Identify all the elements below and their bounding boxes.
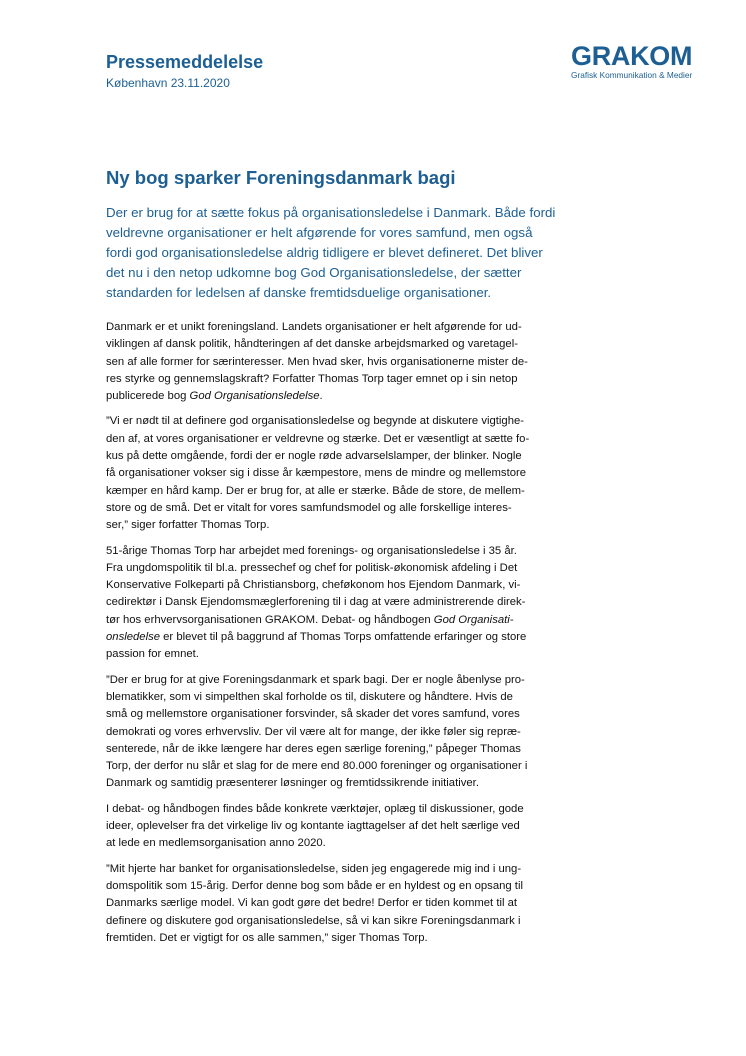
lead-paragraph bbox=[106, 203, 651, 303]
body-line: den af, at vores organisationer er veldrevne og stærke. Det er væsentligt at sætte fo- bbox=[106, 432, 530, 445]
body-line: viklingen af dansk politik, håndteringen af det danske arbejdsmarked og varetagel- bbox=[106, 338, 518, 351]
paragraph-4 bbox=[106, 672, 641, 793]
book-title: God Organisati- bbox=[433, 613, 514, 626]
paragraph-5 bbox=[106, 801, 641, 853]
body-line: passion for emnet. bbox=[106, 648, 199, 661]
body-line: at lede en medlemsorganisation anno 2020. bbox=[106, 837, 326, 850]
text-run: er blevet til på baggrund af Thomas Torps omfattende erfaringer og store bbox=[160, 631, 527, 644]
lead-line: Der er brug for at sætte fokus på organisationsledelse i Danmark. Både fordi bbox=[106, 205, 556, 220]
paragraph-1 bbox=[106, 319, 641, 405]
headline: Ny bog sparker Foreningsdanmark bagi bbox=[106, 167, 456, 188]
body-line: Konservative Folkeparti på Christiansborg, cheføkonom hos Ejendom Danmark, vi- bbox=[106, 579, 521, 592]
body-line: I debat- og håndbogen findes både konkrete værktøjer, oplæg til diskussioner, gode bbox=[106, 802, 524, 815]
body-line: senterede, når de ikke længere har deres egen særlige forening,” påpeger Thomas bbox=[106, 742, 521, 755]
dateline: København 23.11.2020 bbox=[106, 76, 230, 90]
body-line: Danmarks særlige model. Vi kan godt gøre det bedre! Derfor er tiden kommet til at bbox=[106, 897, 518, 910]
body-line: ”Vi er nødt til at definere god organisationsledelse og begynde at diskutere vigtighe- bbox=[106, 415, 525, 428]
body-line: fremtiden. Det er vigtigt for os alle sammen,” siger Thomas Torp. bbox=[106, 931, 428, 944]
body-line: demokrati og vores erhvervsliv. Der vil være alt for mange, der ikke føler sig repræ- bbox=[106, 725, 521, 738]
body-line bbox=[106, 612, 641, 629]
body-line: definere og diskutere god organisationsledelse, så vi kan sikre Foreningsdanmark i bbox=[106, 914, 521, 927]
body-text bbox=[106, 319, 641, 955]
logo-wordmark: GRAKOM bbox=[571, 41, 693, 71]
lead-line: det nu i den netop udkomne bog God Organisationsledelse, der sætter bbox=[106, 265, 522, 280]
body-line: ideer, oplevelser fra det virkelige liv og kontante iagttagelser af det helt særlige ved bbox=[106, 820, 520, 833]
lead-line: fordi god organisationsledelse aldrig tidligere er blevet defineret. Det bliver bbox=[106, 245, 543, 260]
body-line: res styrke og gennemslagskraft? Forfatter Thomas Torp tager emnet op i sin netop bbox=[106, 372, 518, 385]
body-line: 51-årige Thomas Torp har arbejdet med forenings- og organisationsledelse i 35 år. bbox=[106, 544, 517, 557]
body-line: få organisationer vokser sig i disse år kæmpestore, mens de mindre og mellemstore bbox=[106, 467, 527, 480]
body-line: cedirektør i Dansk Ejendomsmæglerforening til i dag at være administrerende direk- bbox=[106, 596, 526, 609]
body-line bbox=[106, 629, 641, 646]
text-run: . bbox=[319, 390, 323, 403]
body-line: Torp, der derfor nu slår et slag for de mere end 80.000 foreninger og organisationer i bbox=[106, 760, 528, 773]
body-line: ”Der er brug for at give Foreningsdanmark et spark bagi. Der er nogle åbenlyse pro- bbox=[106, 673, 525, 686]
paragraph-2 bbox=[106, 413, 641, 534]
press-release-title: Pressemeddelelse bbox=[106, 52, 264, 72]
body-line: små og mellemstore organisationer forsvinder, så skader det vores samfund, vores bbox=[106, 708, 520, 721]
press-header bbox=[106, 52, 263, 91]
body-line: kus på dette omgående, fordi der er nogle røde advarselslamper, der blinker. Nogle bbox=[106, 450, 522, 463]
body-line: ”Mit hjerte har banket for organisationsledelse, siden jeg engagerede mig ind i ung- bbox=[106, 862, 522, 875]
body-line: kæmper en hård kamp. Der er brug for, at alle er stærke. Både de store, de mellem- bbox=[106, 484, 525, 497]
book-title: God Organisationsledelse bbox=[189, 390, 320, 403]
lead-line: veldrevne organisationer er helt afgørende for vores samfund, men også bbox=[106, 225, 533, 240]
body-line: ser,” siger forfatter Thomas Torp. bbox=[106, 519, 270, 532]
lead-line: standarden for ledelsen af danske fremtidsduelige organisationer. bbox=[106, 285, 492, 300]
paragraph-3 bbox=[106, 543, 641, 664]
body-line: Fra ungdomspolitik til bl.a. pressechef og chef for politisk-økonomisk afdeling i Det bbox=[106, 561, 518, 574]
body-line: sen af alle former for særinteresser. Men hvad sker, hvis organisationerne mister de- bbox=[106, 355, 528, 368]
book-title: onsledelse bbox=[106, 631, 161, 644]
body-line: blematikker, som vi simpelthen skal forholde os til, diskutere og håndtere. Hvis de bbox=[106, 690, 513, 703]
text-run: publicerede bog bbox=[106, 390, 190, 403]
grakom-logo bbox=[571, 41, 701, 80]
body-line: Danmark og samtidig præsenterer løsninger og fremtidssikrende initiativer. bbox=[106, 777, 479, 790]
body-line bbox=[106, 388, 641, 405]
logo-tagline: Grafisk Kommunikation & Medier bbox=[571, 70, 693, 80]
body-line: domspolitik som 15-årig. Derfor denne bog som både er en hyldest og en opsang til bbox=[106, 879, 523, 892]
body-line: Danmark er et unikt foreningsland. Landets organisationer er helt afgørende for ud- bbox=[106, 321, 522, 333]
body-line: store og de små. Det er vitalt for vores samfundsmodel og alle forskellige interes- bbox=[106, 501, 512, 514]
text-run: tør hos erhvervsorganisationen GRAKOM. Debat- og håndbogen bbox=[106, 613, 434, 626]
paragraph-6 bbox=[106, 861, 641, 947]
